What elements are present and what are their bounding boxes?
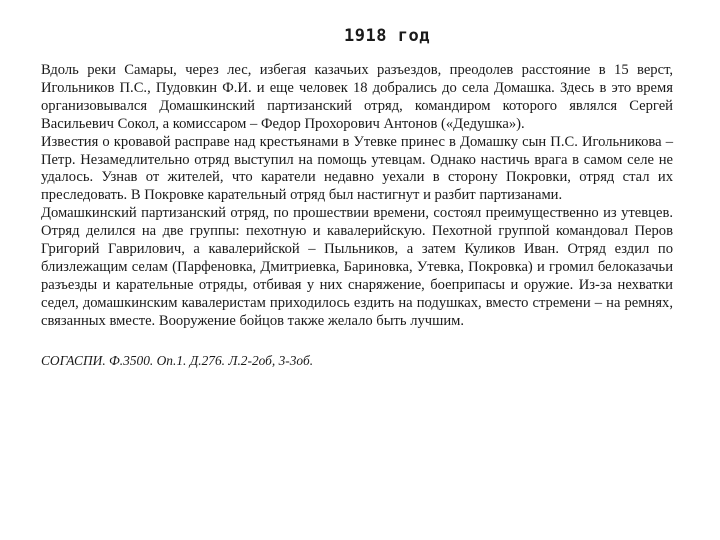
document-page <box>41 26 673 369</box>
archive-source-citation: СОГАСПИ. Ф.3500. Оп.1. Д.276. Л.2-2об, 3-3об. <box>41 352 314 368</box>
document-title: 1918 год <box>344 26 430 46</box>
paragraph-3: Домашкинский партизанский отряд, по прошествии времени, состоял преимущественно из утевцев. Отряд делился на две группы: пехотную и кавалерийскую. Пехотной группой командовал Перов Григорий Гаврилович, а кавалерийской – Пыльников, а затем Куликов Иван. Отряд ездил по близлежащим селам (Парфеновка, Дмитриевка, Бариновка, Утевка, Покровка) и громил белоказачьи разъезды и карательные отряды, отбивая у них снаряжение, боеприпасы и оружие. Из-за нехватки седел, домашкинским кавалеристам приходилось ездить на подушках, вместо стремени – на ремнях, связанных вместе. Вооружение бойцов также желало быть лучшим. <box>41 205 673 329</box>
paragraph-2: Известия о кровавой расправе над крестьянами в Утевке принес в Домашку сын П.С. Игольникова – Петр. Незамедлительно отряд выступил на помощь утевцам. Однако настичь врага в самом селе не удалось. Узнав от жителей, что каратели недавно уехали в сторону Покровки, отряд стал их преследовать. В Покровке карательный отряд был настигнут и разбит партизанами. <box>41 133 673 204</box>
paragraph-1: Вдоль реки Самары, через лес, избегая казачьих разъездов, преодолев расстояние в 15 верст, Игольников П.С., Пудовкин Ф.И. и еще человек 18 добрались до села Домашка. Здесь в это время организовывался Домашкинский партизанский отряд, командиром которого являлся Сергей Васильевич Сокол, а комиссаром – Федор Прохорович Антонов («Дедушка»). <box>41 62 673 132</box>
